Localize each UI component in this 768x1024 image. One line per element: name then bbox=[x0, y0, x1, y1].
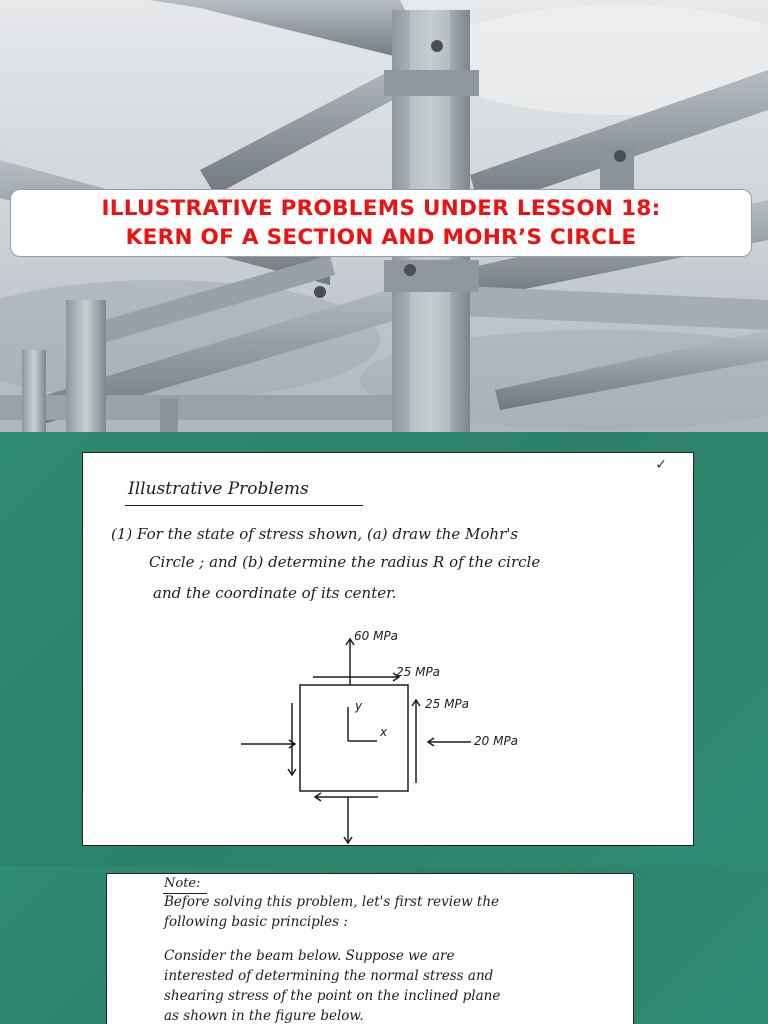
problem-line-1: (1) For the state of stress shown, (a) draw the Mohr's bbox=[111, 525, 519, 543]
label-axis-x: x bbox=[380, 725, 388, 739]
problem-sheet bbox=[82, 452, 694, 846]
note-sheet bbox=[106, 873, 634, 1024]
note-line-1: Before solving this problem, let's first review the bbox=[164, 894, 500, 910]
note-slide bbox=[0, 866, 768, 1024]
label-top-shear: 25 MPa bbox=[396, 665, 441, 679]
note-line-3: Consider the beam below. Suppose we are bbox=[164, 948, 455, 964]
title-slide bbox=[0, 0, 768, 432]
problem-line-3: and the coordinate of its center. bbox=[153, 584, 397, 602]
stress-element-diagram bbox=[83, 453, 695, 847]
stress-element-square bbox=[300, 685, 408, 791]
sheet-heading: Illustrative Problems bbox=[128, 479, 309, 499]
note-line-2: following basic principles : bbox=[164, 914, 348, 930]
title-banner bbox=[10, 189, 752, 257]
note-line-6: as shown in the figure below. bbox=[164, 1008, 364, 1024]
title-line-1: ILLUSTRATIVE PROBLEMS UNDER LESSON 18: bbox=[101, 196, 661, 221]
check-mark-icon: ✓ bbox=[655, 457, 667, 473]
problem-line-2: Circle ; and (b) determine the radius R of the circle bbox=[149, 553, 541, 571]
note-heading: Note: bbox=[164, 876, 201, 891]
title-line-2: KERN OF A SECTION AND MOHR’S CIRCLE bbox=[125, 225, 637, 250]
note-line-5: shearing stress of the point on the inclined plane bbox=[164, 988, 501, 1004]
label-right-shear: 25 MPa bbox=[425, 697, 470, 711]
label-axis-y: y bbox=[355, 699, 363, 713]
label-right-normal: 20 MPa bbox=[474, 734, 519, 748]
problem-slide bbox=[0, 432, 768, 866]
note-line-4: interested of determining the normal stress and bbox=[164, 968, 494, 984]
label-top-normal: 60 MPa bbox=[354, 629, 399, 643]
